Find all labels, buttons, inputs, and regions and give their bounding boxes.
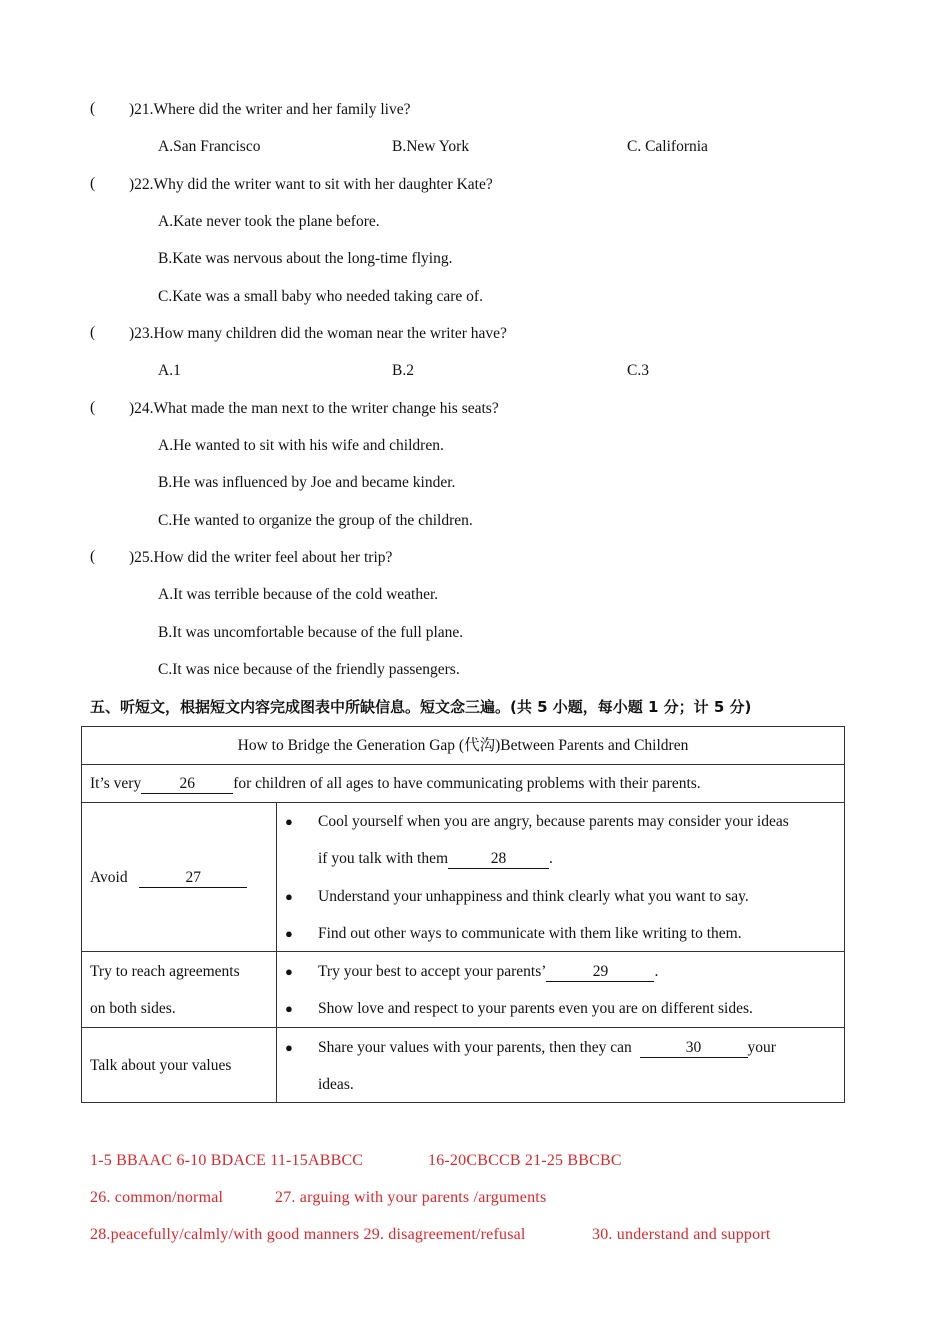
table-row-2-label: Avoid 27 bbox=[90, 868, 247, 888]
blank-28: 28 bbox=[448, 850, 549, 869]
option-a: A.It was terrible because of the cold weather. bbox=[158, 586, 439, 603]
option-b: B.2 bbox=[392, 362, 414, 379]
blank-26: 26 bbox=[141, 775, 233, 794]
table-title: How to Bridge the Generation Gap (代沟)Between Parents and Children bbox=[237, 737, 689, 754]
row-2-bullet-1-line-2: if you talk with them 28 . bbox=[318, 850, 553, 867]
bullet-icon: ● bbox=[285, 889, 293, 904]
option-c: C.It was nice because of the friendly passengers. bbox=[158, 661, 460, 678]
option-a: A.San Francisco bbox=[158, 138, 261, 155]
bullet-icon: ● bbox=[285, 814, 293, 829]
question-text: )22.Why did the writer want to sit with her daughter Kate? bbox=[129, 176, 493, 193]
option-a: A.1 bbox=[158, 362, 181, 379]
row-3-bullet-2: Show love and respect to your parents even you are on different sides. bbox=[318, 1000, 753, 1017]
option-c: C.Kate was a small baby who needed taking care of. bbox=[158, 288, 483, 305]
bullet-icon: ● bbox=[285, 964, 293, 979]
row-4-bullet-1-line-1: Share your values with your parents, then they can 30 your bbox=[318, 1039, 776, 1056]
option-b: B.Kate was nervous about the long-time flying. bbox=[158, 250, 453, 267]
row-2-bullet-3: Find out other ways to communicate with them like writing to them. bbox=[318, 925, 742, 942]
option-a: A.Kate never took the plane before. bbox=[158, 213, 380, 230]
bullet-icon: ● bbox=[285, 926, 293, 941]
answers-line-2a: 26. common/normal bbox=[90, 1189, 224, 1206]
option-b: B.It was uncomfortable because of the full plane. bbox=[158, 624, 464, 641]
answer-paren: ( bbox=[90, 324, 96, 341]
answers-line-2b: 27. arguing with your parents /arguments bbox=[275, 1189, 547, 1206]
question-text: )25.How did the writer feel about her trip? bbox=[129, 549, 393, 566]
option-c: C.3 bbox=[627, 362, 649, 379]
answers-line-1b: 16-20CBCCB 21-25 BBCBC bbox=[428, 1152, 622, 1169]
row-2-bullet-2: Understand your unhappiness and think clearly what you want to say. bbox=[318, 888, 749, 905]
answer-paren: ( bbox=[90, 399, 96, 416]
answers-line-3a: 28.peacefully/calmly/with good manners 29. disagreement/refusal bbox=[90, 1226, 526, 1243]
option-b: B.He was influenced by Joe and became kinder. bbox=[158, 474, 456, 491]
row-3-bullet-1: Try your best to accept your parents’ 29 . bbox=[318, 963, 659, 980]
row-3-label-line-2: on both sides. bbox=[90, 1000, 176, 1017]
section-heading: 五、听短文，根据短文内容完成图表中所缺信息。短文念三遍。(共 5 小题，每小题 1 分；计 5 分) bbox=[90, 698, 752, 716]
row-3-label-line-1: Try to reach agreements bbox=[90, 963, 240, 980]
option-c: C.He wanted to organize the group of the children. bbox=[158, 512, 473, 529]
table-row-1: It’s very 26 for children of all ages to have communicating problems with their parents. bbox=[90, 775, 701, 792]
info-table bbox=[81, 726, 845, 1103]
answers-line-1a: 1-5 BBAAC 6-10 BDACE 11-15ABBCC bbox=[90, 1152, 364, 1169]
answers-line-3b: 30. understand and support bbox=[592, 1226, 771, 1243]
blank-30: 30 bbox=[640, 1039, 748, 1058]
question-text: )24.What made the man next to the writer change his seats? bbox=[129, 400, 499, 417]
answer-paren: ( bbox=[90, 548, 96, 565]
question-text: )21.Where did the writer and her family live? bbox=[129, 101, 411, 118]
blank-27: 27 bbox=[139, 869, 247, 888]
answer-paren: ( bbox=[90, 175, 96, 192]
row-2-bullet-1-line-1: Cool yourself when you are angry, because parents may consider your ideas bbox=[318, 813, 789, 830]
row-4-label: Talk about your values bbox=[90, 1057, 232, 1074]
row-4-bullet-1-line-2: ideas. bbox=[318, 1076, 354, 1093]
bullet-icon: ● bbox=[285, 1040, 293, 1055]
blank-29: 29 bbox=[546, 963, 654, 982]
question-text: )23.How many children did the woman near the writer have? bbox=[129, 325, 507, 342]
bullet-icon: ● bbox=[285, 1001, 293, 1016]
option-a: A.He wanted to sit with his wife and children. bbox=[158, 437, 444, 454]
option-b: B.New York bbox=[392, 138, 470, 155]
answer-paren: ( bbox=[90, 100, 96, 117]
option-c: C. California bbox=[627, 138, 708, 155]
